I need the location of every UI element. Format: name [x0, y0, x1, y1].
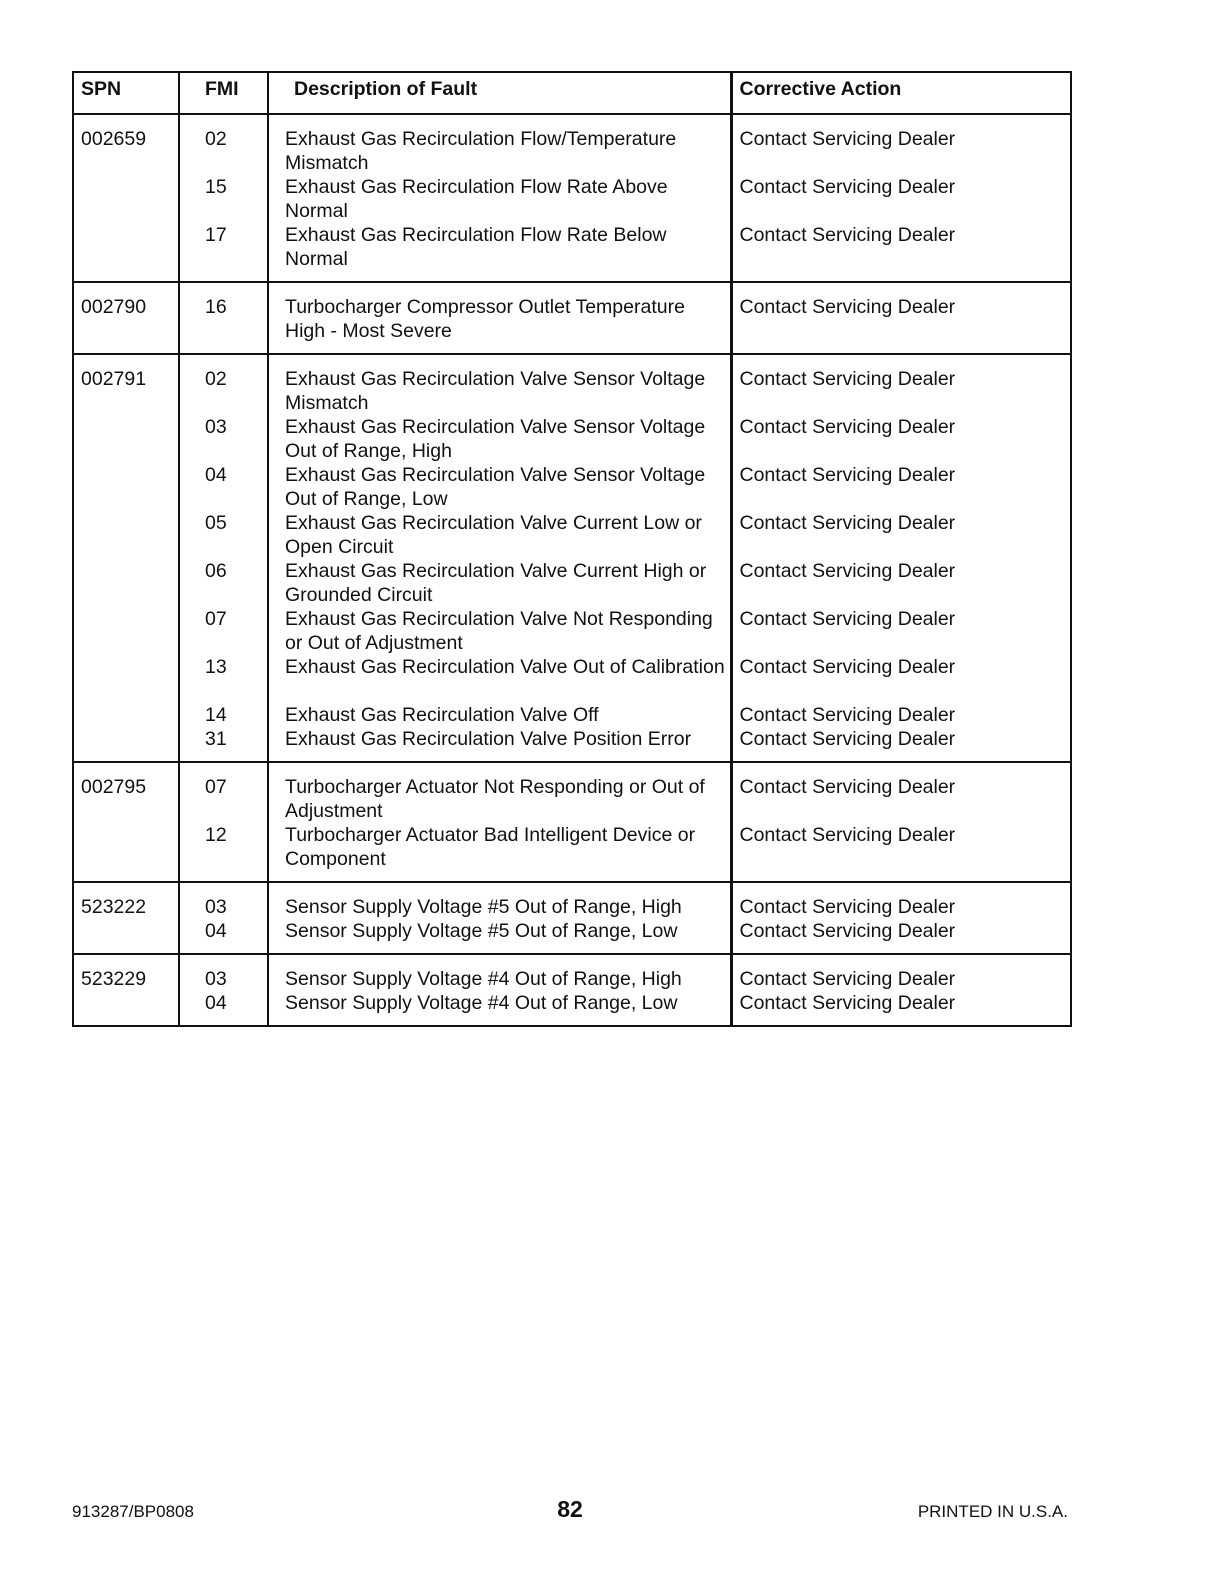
table-header-row — [73, 72, 1071, 114]
fmi-code: 03 — [205, 416, 227, 438]
corrective-action: Contact Servicing Dealer — [739, 992, 956, 1014]
fault-description: Sensor Supply Voltage #4 Out of Range, High — [285, 968, 682, 990]
spn-cell: 002659 — [73, 114, 179, 282]
fault-description: Turbocharger Compressor Outlet Temperature High - Most Severe — [285, 296, 685, 342]
corrective-action: Contact Servicing Dealer — [739, 416, 956, 438]
fmi-code: 13 — [205, 656, 227, 678]
fmi-code: 31 — [205, 728, 227, 750]
corrective-action: Contact Servicing Dealer — [739, 608, 956, 630]
corrective-action: Contact Servicing Dealer — [739, 776, 956, 798]
fmi-code: 15 — [205, 176, 227, 198]
fmi-code: 16 — [205, 296, 227, 318]
fmi-code: 04 — [205, 920, 227, 942]
corrective-action: Contact Servicing Dealer — [739, 728, 956, 750]
fmi-code-cell — [179, 882, 268, 954]
fault-description: Exhaust Gas Recirculation Flow/Temperature Mismatch — [285, 128, 677, 174]
fault-description: Exhaust Gas Recirculation Flow Rate Below Normal — [285, 224, 667, 270]
fmi-code-cell — [179, 114, 268, 282]
fmi-code-cell — [179, 762, 268, 882]
corrective-action: Contact Servicing Dealer — [739, 512, 956, 534]
printed-notice: PRINTED IN U.S.A. — [917, 1502, 1068, 1521]
document-number: 913287/BP0808 — [72, 1502, 194, 1521]
fault-description-cell — [268, 114, 731, 282]
fmi-code-cell — [179, 282, 268, 354]
table-row — [73, 762, 1071, 882]
fmi-code: 06 — [205, 560, 227, 582]
table-row — [73, 882, 1071, 954]
fault-description-cell — [268, 282, 731, 354]
fmi-code: 03 — [205, 968, 227, 990]
corrective-action-cell — [731, 354, 1071, 762]
corrective-action: Contact Servicing Dealer — [739, 824, 956, 846]
corrective-action: Contact Servicing Dealer — [739, 368, 956, 390]
corrective-action: Contact Servicing Dealer — [739, 128, 956, 150]
fmi-code: 07 — [205, 608, 227, 630]
fault-description: Sensor Supply Voltage #5 Out of Range, High — [285, 896, 682, 918]
fault-description: Exhaust Gas Recirculation Valve Sensor Voltage Out of Range, High — [285, 416, 706, 462]
fault-description: Turbocharger Actuator Bad Intelligent Device or Component — [285, 824, 696, 870]
corrective-action: Contact Servicing Dealer — [739, 896, 956, 918]
fmi-code: 03 — [205, 896, 227, 918]
fault-description: Exhaust Gas Recirculation Valve Current Low or Open Circuit — [285, 512, 702, 558]
page-number: 82 — [557, 1496, 583, 1522]
spn-cell: 523229 — [73, 954, 179, 1026]
corrective-action-cell — [731, 882, 1071, 954]
fmi-code: 12 — [205, 824, 227, 846]
fault-description-cell — [268, 354, 731, 762]
fault-description: Sensor Supply Voltage #4 Out of Range, Low — [285, 992, 678, 1014]
fault-description: Exhaust Gas Recirculation Valve Sensor Voltage Out of Range, Low — [285, 464, 706, 510]
header-description: Description of Fault — [268, 72, 731, 114]
fault-code-table — [72, 71, 1072, 1027]
header-fmi: FMI — [179, 72, 268, 114]
header-spn: SPN — [73, 72, 179, 114]
corrective-action-cell — [731, 762, 1071, 882]
corrective-action: Contact Servicing Dealer — [739, 176, 956, 198]
table-row — [73, 954, 1071, 1026]
corrective-action: Contact Servicing Dealer — [739, 968, 956, 990]
fault-description: Exhaust Gas Recirculation Valve Not Responding or Out of Adjustment — [285, 608, 713, 654]
fmi-code: 04 — [205, 464, 227, 486]
spn-cell: 523222 — [73, 882, 179, 954]
spn-cell: 002790 — [73, 282, 179, 354]
fault-description: Turbocharger Actuator Not Responding or Out of Adjustment — [285, 776, 705, 822]
spn-cell: 002791 — [73, 354, 179, 762]
fmi-code-cell — [179, 354, 268, 762]
fmi-code: 14 — [205, 704, 227, 726]
corrective-action-cell — [731, 114, 1071, 282]
fmi-code: 05 — [205, 512, 227, 534]
fmi-code-cell — [179, 954, 268, 1026]
corrective-action-cell — [731, 954, 1071, 1026]
fault-table-body — [73, 114, 1071, 1026]
table-row — [73, 354, 1071, 762]
table-row — [73, 282, 1071, 354]
fault-description: Exhaust Gas Recirculation Valve Current High or Grounded Circuit — [285, 560, 707, 606]
fault-description: Exhaust Gas Recirculation Flow Rate Above Normal — [285, 176, 668, 222]
corrective-action: Contact Servicing Dealer — [739, 560, 956, 582]
fault-description-cell — [268, 762, 731, 882]
fmi-code: 04 — [205, 992, 227, 1014]
header-corrective-action: Corrective Action — [731, 72, 1071, 114]
corrective-action: Contact Servicing Dealer — [739, 656, 956, 678]
fault-description: Exhaust Gas Recirculation Valve Out of Calibration — [285, 656, 725, 678]
fault-description-cell — [268, 954, 731, 1026]
fault-description: Exhaust Gas Recirculation Valve Position Error — [285, 728, 692, 750]
fmi-code: 02 — [205, 368, 227, 390]
corrective-action-cell — [731, 282, 1071, 354]
corrective-action: Contact Servicing Dealer — [739, 704, 956, 726]
corrective-action: Contact Servicing Dealer — [739, 224, 956, 246]
fault-description: Exhaust Gas Recirculation Valve Off — [285, 704, 599, 726]
fmi-code: 17 — [205, 224, 227, 246]
spn-cell: 002795 — [73, 762, 179, 882]
corrective-action: Contact Servicing Dealer — [739, 464, 956, 486]
fault-description: Sensor Supply Voltage #5 Out of Range, Low — [285, 920, 678, 942]
corrective-action: Contact Servicing Dealer — [739, 920, 956, 942]
fmi-code: 07 — [205, 776, 227, 798]
fault-description-cell — [268, 882, 731, 954]
page-footer — [72, 1496, 1068, 1526]
table-row — [73, 114, 1071, 282]
corrective-action: Contact Servicing Dealer — [739, 296, 956, 318]
fault-description: Exhaust Gas Recirculation Valve Sensor Voltage Mismatch — [285, 368, 706, 414]
fmi-code: 02 — [205, 128, 227, 150]
